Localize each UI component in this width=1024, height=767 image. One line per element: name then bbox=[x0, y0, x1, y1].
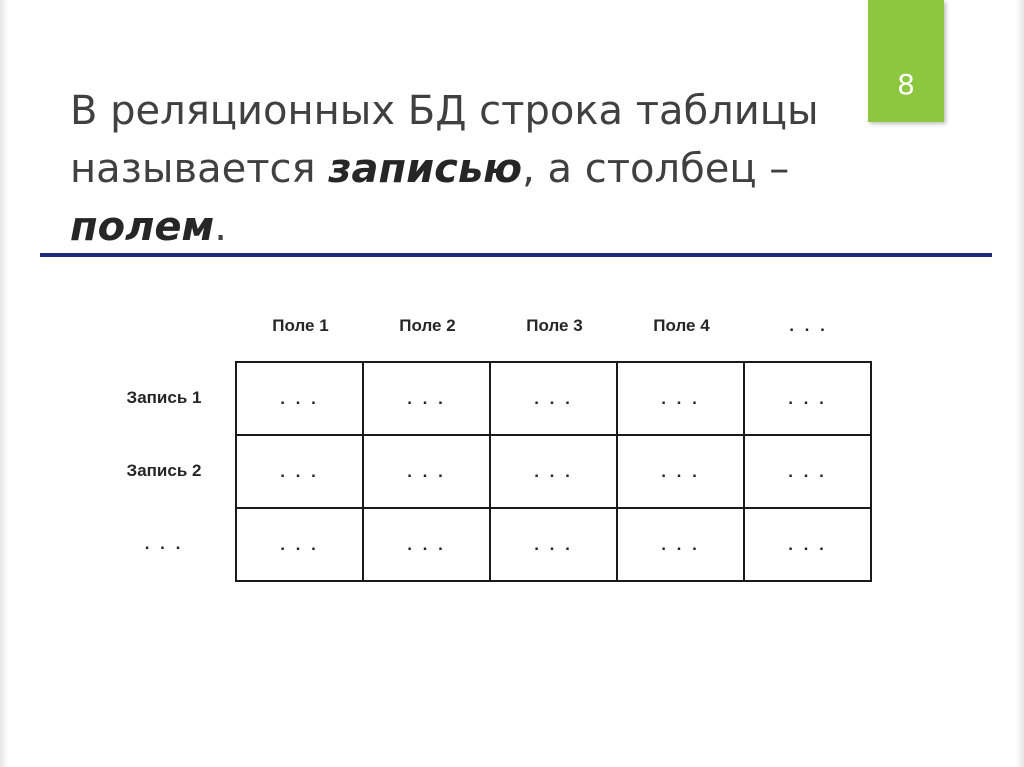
table-cell: . . . bbox=[490, 508, 617, 581]
table-cell: . . . bbox=[744, 362, 871, 435]
table-cell: . . . bbox=[617, 435, 744, 508]
row-header: Запись 2 bbox=[126, 461, 202, 480]
table-row bbox=[236, 362, 871, 435]
column-header: Поле 2 bbox=[399, 316, 456, 335]
table-cell: . . . bbox=[490, 435, 617, 508]
table-cell: . . . bbox=[236, 508, 363, 581]
page-number-badge bbox=[868, 0, 944, 122]
title-end: . bbox=[214, 204, 227, 250]
column-header: . . . bbox=[789, 316, 828, 335]
table-cell: . . . bbox=[236, 435, 363, 508]
table-cell: . . . bbox=[744, 435, 871, 508]
right-edge-shadow bbox=[1016, 0, 1024, 767]
table-cell: . . . bbox=[363, 508, 490, 581]
column-header: Поле 1 bbox=[272, 316, 329, 335]
table-cell: . . . bbox=[490, 362, 617, 435]
table-cell: . . . bbox=[236, 362, 363, 435]
table-row bbox=[236, 435, 871, 508]
table-cell: . . . bbox=[363, 435, 490, 508]
row-header: . . . bbox=[144, 534, 184, 553]
slide-title bbox=[70, 82, 870, 256]
table-row bbox=[236, 508, 871, 581]
table-cell: . . . bbox=[744, 508, 871, 581]
title-line-1: В реляционных БД строка таблицы bbox=[70, 88, 819, 134]
row-header: Запись 1 bbox=[126, 388, 202, 407]
title-line-2-prefix: называется bbox=[70, 146, 329, 192]
title-line-2-suffix: , а столбец – bbox=[522, 146, 790, 192]
table-cell: . . . bbox=[363, 362, 490, 435]
table-cell: . . . bbox=[617, 362, 744, 435]
left-edge-shadow bbox=[0, 0, 8, 767]
column-header: Поле 4 bbox=[653, 316, 710, 335]
page-number: 8 bbox=[897, 68, 915, 101]
data-table bbox=[235, 361, 872, 582]
column-header: Поле 3 bbox=[526, 316, 583, 335]
term-record: записью bbox=[328, 146, 523, 192]
title-divider bbox=[40, 253, 992, 257]
table-cell: . . . bbox=[617, 508, 744, 581]
term-field: полем bbox=[70, 204, 215, 250]
